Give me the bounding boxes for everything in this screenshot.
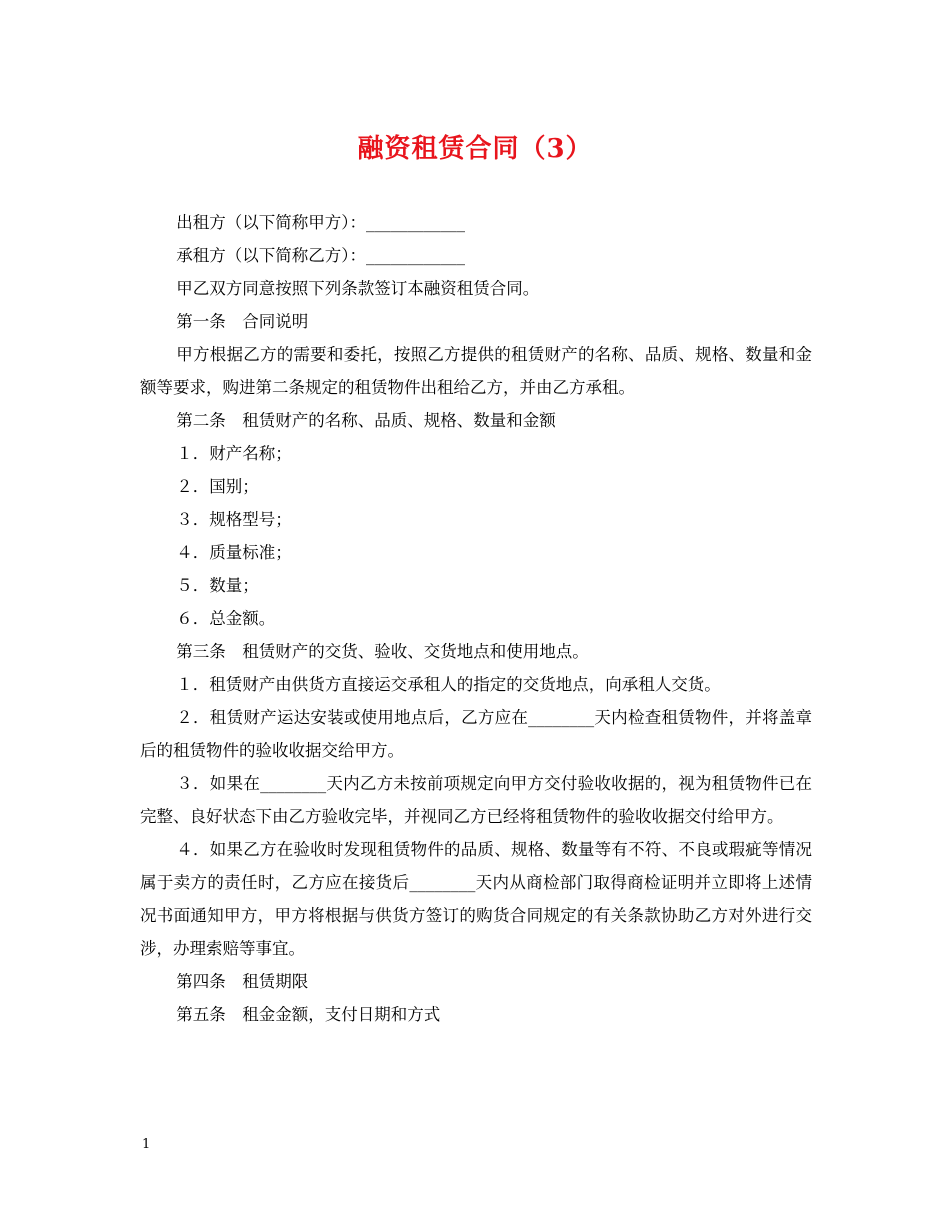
- paragraph-lessor: 出租方（以下简称甲方）：____________: [176, 213, 466, 232]
- page-number: 1: [142, 1137, 151, 1152]
- article-3-item-4: ４．如果乙方在验收时发现租赁物件的品质、规格、数量等有不符、不良或瑕疵等情况属于卖方的责任时，乙方应在接货后________天内从商检部门取得商检证明并立即将上述情况书面通知甲方，甲方将根据与供货方签订的购货合同规定的有关条款协助乙方对外进行交涉，办理索赔等事宜。: [140, 840, 812, 958]
- article-3-item-3: ３．如果在________天内乙方未按前项规定向甲方交付验收收据的，视为租赁物件已在完整、良好状态下由乙方验收完毕，并视同乙方已经将租赁物件的验收收据交付给甲方。: [140, 774, 812, 826]
- article-2-item-6: ６．总金额。: [176, 609, 276, 628]
- article-3-item-2: ２．租赁财产运达安装或使用地点后，乙方应在________天内检查租赁物件，并将盖章后的租赁物件的验收收据交给甲方。: [140, 708, 812, 760]
- article-3-heading: 第三条 租赁财产的交货、验收、交货地点和使用地点。: [176, 642, 589, 661]
- article-2-item-2: ２．国别；: [176, 477, 259, 496]
- document-title: 融资租赁合同（3）: [357, 134, 593, 164]
- article-3-item-1: １．租赁财产由供货方直接运交承租人的指定的交货地点，向承租人交货。: [176, 675, 721, 694]
- paragraph-agreement: 甲乙双方同意按照下列条款签订本融资租赁合同。: [176, 279, 540, 298]
- article-2-heading: 第二条 租赁财产的名称、品质、规格、数量和金额: [176, 411, 556, 430]
- document-body: [140, 206, 812, 1031]
- article-2-item-1: １．财产名称；: [176, 444, 292, 463]
- article-1-text: 甲方根据乙方的需要和委托，按照乙方提供的租赁财产的名称、品质、规格、数量和金额等要求，购进第二条规定的租赁物件出租给乙方，并由乙方承租。: [140, 345, 812, 397]
- article-2-item-5: ５．数量；: [176, 576, 259, 595]
- article-4-heading: 第四条 租赁期限: [176, 972, 309, 991]
- article-2-item-3: ３．规格型号；: [176, 510, 292, 529]
- article-5-heading: 第五条 租金金额，支付日期和方式: [176, 1005, 441, 1024]
- article-2-item-4: ４．质量标准；: [176, 543, 292, 562]
- paragraph-lessee: 承租方（以下简称乙方）：____________: [176, 246, 466, 265]
- article-1-heading: 第一条 合同说明: [176, 312, 309, 331]
